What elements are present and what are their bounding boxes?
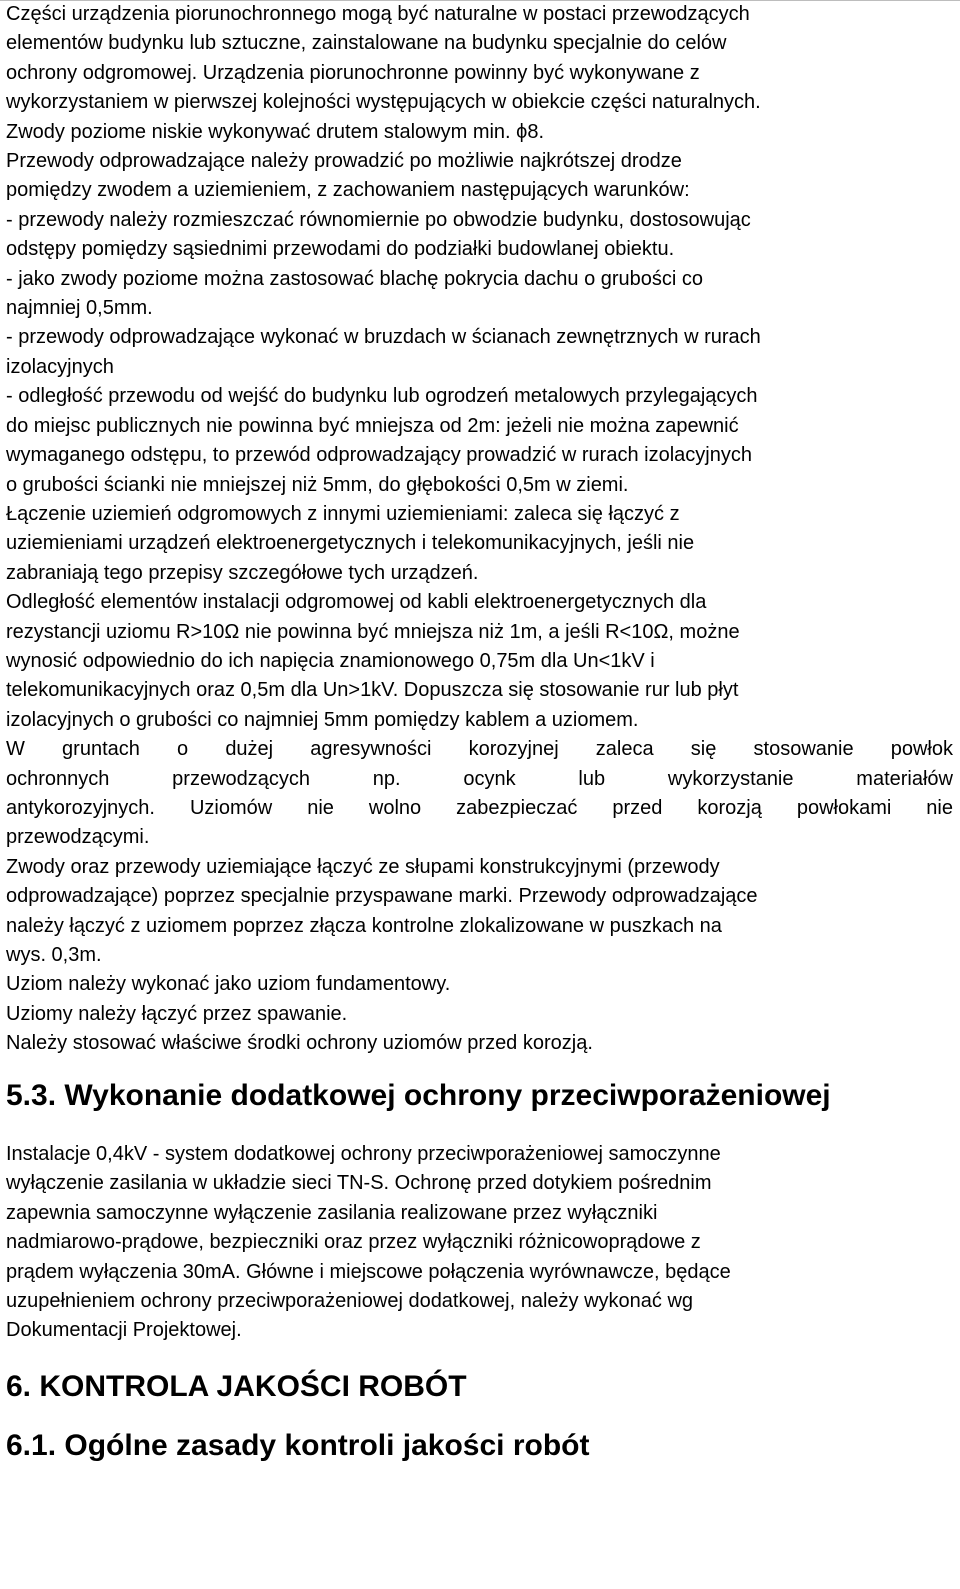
body-line: uzupełnieniem ochrony przeciwporażeniowej dodatkowej, należy wykonać wg [6,1290,694,1313]
spacer [6,1401,953,1431]
body-line: odprowadzające) poprzez specjalnie przyspawane marki. Przewody odprowadzające [6,885,758,908]
body-line: wyłączenie zasilania w układzie sieci TN-S. Ochronę przed dotykiem pośrednim [6,1172,712,1195]
body-line: należy łączyć z uziomem poprzez złącza kontrolne zlokalizowane w puszkach na [6,914,722,937]
body-line: do miejsc publicznych nie powinna być mniejsza od 2m: jeżeli nie można zapewnić [6,414,739,437]
body-line: Przewody odprowadzające należy prowadzić po możliwie najkrótszej drodze [6,150,682,173]
body-line: nadmiarowo-prądowe, bezpieczniki oraz przez wyłączniki różnicowoprądowe z [6,1231,701,1254]
top-divider [0,0,960,1]
body-line: telekomunikacyjnych oraz 0,5m dla Un>1kV. Dopuszcza się stosowanie rur lub płyt [6,679,739,702]
body-line: Uziom należy wykonać jako uziom fundamentowy. [6,973,451,996]
body-line: - odległość przewodu od wejść do budynku lub ogrodzeń metalowych przylegających [6,385,758,408]
spacer [6,1059,953,1081]
body-line: Instalacje 0,4kV - system dodatkowej ochrony przeciwporażeniowej samoczynne [6,1143,721,1166]
body-line: izolacyjnych [6,355,114,378]
body-line: wys. 0,3m. [6,944,102,966]
body-line: elementów budynku lub sztuczne, zainstalowane na budynku specjalnie do celów [6,32,727,55]
body-line: zabraniają tego przepisy szczegółowe tych urządzeń. [6,561,479,584]
body-line: uziemieniami urządzeń elektroenergetycznych i telekomunikacyjnych, jeśli nie [6,532,695,555]
body-line-justified: antykorozyjnych. Uziomów nie wolno zabezpieczać przed korozją powłokami nie [6,796,953,819]
body-line: pomiędzy zwodem a uziemieniem, z zachowaniem następujących warunków: [6,179,690,202]
section-heading-5-3: 5.3. Wykonanie dodatkowej ochrony przeciwporażeniowej [6,1078,831,1112]
body-line: Części urządzenia piorunochronnego mogą być naturalne w postaci przewodzących [6,3,750,25]
body-line: wynosić odpowiednio do ich napięcia znamionowego 0,75m dla Un<1kV i [6,649,655,672]
body-line: - jako zwody poziome można zastosować blachę pokrycia dachu o grubości co [6,267,704,290]
body-line: wymaganego odstępu, to przewód odprowadzający prowadzić w rurach izolacyjnych [6,444,752,467]
body-line: o grubości ścianki nie mniejszej niż 5mm, do głębokości 0,5m w ziemi. [6,473,629,496]
body-line: odstępy pomiędzy sąsiednimi przewodami do podziałki budowlanej obiektu. [6,238,675,261]
section-heading-6: 6. KONTROLA JAKOŚCI ROBÓT [6,1369,467,1403]
body-line: - przewody odprowadzające wykonać w bruzdach w ścianach zewnętrznych w rurach [6,326,761,349]
body-line-justified: W gruntach o dużej agresywności korozyjnej zaleca się stosowanie powłok [6,738,953,761]
body-line: ochrony odgromowej. Urządzenia piorunochronne powinny być wykonywane z [6,61,700,84]
body-line: Dokumentacji Projektowej. [6,1319,242,1342]
body-line: Zwody poziome niskie wykonywać drutem stalowym min. ϕ8. [6,120,545,143]
body-line: Łączenie uziemień odgromowych z innymi uziemieniami: zaleca się łączyć z [6,502,680,525]
body-line: Uziomy należy łączyć przez spawanie. [6,1002,348,1025]
section-heading-6-1: 6.1. Ogólne zasady kontroli jakości robót [6,1429,590,1463]
body-line: wykorzystaniem w pierwszej kolejności występujących w obiekcie części naturalnych. [6,91,761,114]
body-line: - przewody należy rozmieszczać równomiernie po obwodzie budynku, dostosowując [6,208,751,231]
body-line: przewodzącymi. [6,826,150,849]
body-line: najmniej 0,5mm. [6,297,153,320]
body-line: Należy stosować właściwe środki ochrony uziomów przed korozją. [6,1032,593,1055]
body-line: Odległość elementów instalacji odgromowej od kabli elektroenergetycznych dla [6,591,707,614]
body-line: Zwody oraz przewody uziemiające łączyć ze słupami konstrukcyjnymi (przewody [6,855,720,878]
body-line: izolacyjnych o grubości co najmniej 5mm pomiędzy kablem a uziomem. [6,708,639,731]
body-line: zapewnia samoczynne wyłączenie zasilania realizowane przez wyłączniki [6,1201,658,1224]
section-5-3-text [6,1140,953,1346]
body-line-justified: ochronnych przewodzących np. ocynk lub wykorzystanie materiałów [6,767,953,790]
spacer [6,1110,953,1140]
body-line: rezystancji uziomu R>10Ω nie powinna być mniejsza niż 1m, a jeśli R<10Ω, możne [6,620,740,643]
body-text-block [6,0,953,1059]
spacer [6,1346,953,1372]
body-line: prądem wyłączenia 30mA. Główne i miejscowe połączenia wyrównawcze, będące [6,1260,731,1283]
